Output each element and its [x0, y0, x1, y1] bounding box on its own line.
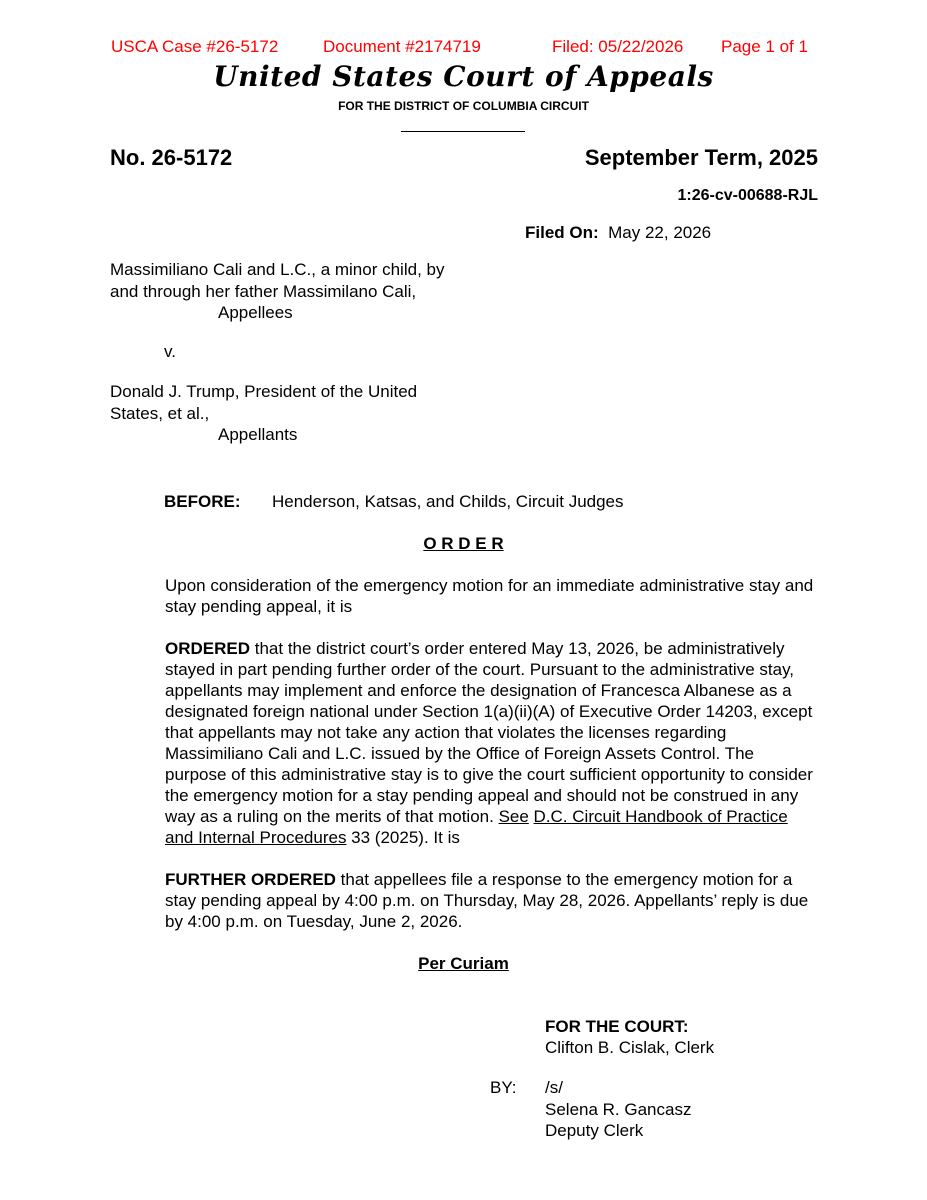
document-number-header: Document #2174719 [323, 37, 481, 56]
see-signal: See [498, 807, 529, 826]
order-paragraph-1: Upon consideration of the emergency motion for an immediate administrative stay and stay pending appeal, it is [165, 576, 814, 616]
appellees-role: Appellees [218, 303, 293, 322]
appellants-block [110, 381, 417, 446]
appellees-line: Massimiliano Cali and L.C., a minor child, by [110, 260, 445, 279]
deputy-clerk-name: Selena R. Gancasz [545, 1100, 692, 1119]
order-paragraph-2 [110, 638, 818, 848]
clerk-name: Clifton B. Cislak, Clerk [545, 1038, 715, 1057]
circuit-name: FOR THE DISTRICT OF COLUMBIA CIRCUIT [338, 99, 589, 113]
versus: v. [164, 342, 176, 361]
paragraph-3-text: that appellees file a response to the emergency motion for a stay pending appeal by 4:00 p.m. on Thursday, May 28, 2026. Appellants’ reply is due by 4:00 p.m. on Tuesday, June 2, 2026. [165, 870, 809, 931]
paragraph-2-tail: 33 (2025). It is [346, 828, 460, 847]
for-the-court: FOR THE COURT: [545, 1017, 689, 1036]
order-paragraph-3 [110, 869, 818, 932]
order-title: O R D E R [423, 534, 504, 553]
handbook-citation: D.C. Circuit Handbook of Practice and Internal Procedures [165, 807, 788, 847]
appellees-line: and through her father Massimilano Cali, [110, 281, 417, 301]
filed-date-header: Filed: 05/22/2026 [552, 37, 684, 56]
district-case-number: 1:26-cv-00688-RJL [677, 187, 818, 204]
before-label: BEFORE: [164, 492, 241, 511]
appellants-line: Donald J. Trump, President of the United [110, 382, 418, 401]
case-number-header: USCA Case #26-5172 [111, 37, 279, 56]
signature-mark: /s/ [545, 1078, 563, 1097]
header-divider [401, 131, 525, 132]
page-count-header: Page 1 of 1 [721, 37, 808, 56]
appellees-block [110, 259, 444, 324]
deputy-clerk-title: Deputy Clerk [545, 1121, 644, 1140]
filed-on [525, 222, 711, 244]
panel-judges: Henderson, Katsas, and Childs, Circuit Judges [272, 492, 624, 511]
filed-on-date: May 22, 2026 [608, 223, 712, 242]
court-term: September Term, 2025 [584, 145, 818, 170]
further-ordered-lead: FURTHER ORDERED [165, 870, 336, 889]
per-curiam: Per Curiam [418, 954, 509, 973]
by-label: BY: [490, 1078, 517, 1097]
ordered-lead: ORDERED [165, 639, 251, 658]
filed-on-label: Filed On: [525, 223, 599, 242]
appellants-line: States, et al., [110, 403, 210, 423]
docket-number: No. 26-5172 [110, 145, 233, 170]
appellants-role: Appellants [218, 425, 298, 444]
court-title: United States Court of Appeals [213, 60, 714, 93]
paragraph-2-text: that the district court’s order entered May 13, 2026, be administratively stayed in part pending further order of the court. Pursuant to the administrative stay, appellants may implement and enforce the designation of Francesca Albanese as a designated foreign national under Section 1(a)(ii)(A) of Executive Order 14203, except that appellants may not take any action that violates the licenses regarding Massimiliano Cali and L.C. issued by the Office of Foreign Assets Control. The purpose of this administrative stay is to give the court sufficient opportunity to consider the emergency motion for a stay pending appeal and should not be construed in any way as a ruling on the merits of that motion. [165, 639, 813, 826]
